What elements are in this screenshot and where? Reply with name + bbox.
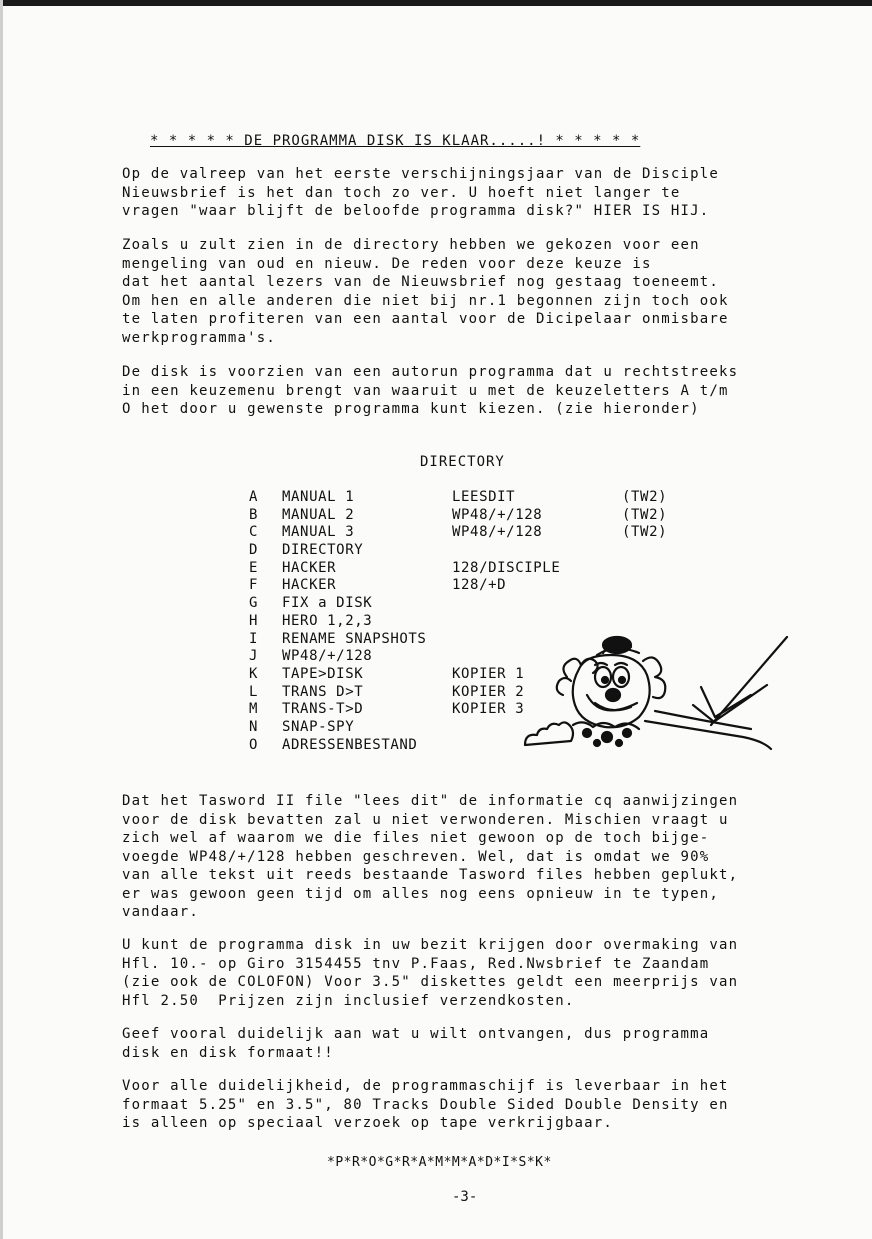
row-key: H <box>249 612 259 629</box>
row-name: MANUAL 1 <box>282 489 355 505</box>
row-file: KOPIER 2 <box>452 683 525 700</box>
directory-title: DIRECTORY <box>420 454 505 470</box>
row-key: N <box>249 718 259 735</box>
row-name: HERO 1,2,3 <box>282 612 373 629</box>
row-key: M <box>249 701 259 718</box>
footer-banner: *P*R*O*G*R*A*M*M*A*D*I*S*K* <box>327 1155 552 1170</box>
row-format: (TW2) <box>622 506 668 523</box>
page-left-edge <box>0 0 3 1239</box>
row-key: K <box>249 665 259 682</box>
page-top-edge <box>0 0 872 6</box>
row-file: WP48/+/128 <box>452 506 543 523</box>
row-file: WP48/+/128 <box>452 524 543 541</box>
paragraph-tasword: Dat het Tasword II file "lees dit" de informatie cq aanwijzingen voor de disk bevatten zal u niet verwonderen. Mischien vraagt u zich wel af waarom we die files niet gewoon op de toch bijge- voegde WP48/+/128 hebben geschreven. Wel, dat is omdat we 90% van alle tekst uit reeds bestaande Tasword files hebben geplukt, er was gewoon geen tijd om alles nog eens opnieuw in te typen, vandaar. <box>122 793 739 920</box>
paragraph-formats: Voor alle duidelijkheid, de programmaschijf is leverbaar in het formaat 5.25" en 3.5", 80 Tracks Double Sided Double Density en is alleen op speciaal verzoek op tape verkrijgbaar. <box>122 1078 729 1131</box>
row-key: J <box>249 648 259 665</box>
row-file: KOPIER 3 <box>452 701 525 718</box>
row-file: 128/+D <box>452 577 507 594</box>
row-name: MANUAL 3 <box>282 524 355 541</box>
row-name: HACKER <box>282 577 337 594</box>
row-format: (TW2) <box>622 524 668 541</box>
row-key: A <box>249 489 259 505</box>
row-key: F <box>249 577 259 594</box>
row-key: D <box>249 542 259 559</box>
row-file: LEESDIT <box>452 489 516 505</box>
row-name: TRANS-T>D <box>282 701 364 718</box>
clown-illustration <box>515 625 795 755</box>
row-key: O <box>249 736 259 753</box>
row-name: MANUAL 2 <box>282 506 355 523</box>
row-key: B <box>249 506 259 523</box>
row-name: TRANS D>T <box>282 683 364 700</box>
row-name: ADRESSENBESTAND <box>282 736 418 753</box>
row-name: RENAME SNAPSHOTS <box>282 630 427 647</box>
page-number: -3- <box>452 1189 478 1205</box>
row-file: 128/DISCIPLE <box>452 559 561 576</box>
row-name: WP48/+/128 <box>282 648 373 665</box>
row-key: E <box>249 559 259 576</box>
row-name: TAPE>DISK <box>282 665 364 682</box>
row-key: C <box>249 524 259 541</box>
row-format: (TW2) <box>622 489 668 505</box>
row-name: HACKER <box>282 559 337 576</box>
row-key: I <box>249 630 259 647</box>
paragraph-ordering: U kunt de programma disk in uw bezit krijgen door overmaking van Hfl. 10.- op Giro 3154455 tnv P.Faas, Red.Nwsbrief te Zaandam (zie ook de COLOFON) Voor 3.5" diskettes geldt een meerprijs van Hfl 2.50 Prijzen zijn inclusief verzendkosten. <box>122 937 739 1009</box>
paragraph-specify: Geef vooral duidelijk aan wat u wilt ontvangen, dus programma disk en disk formaat!! <box>122 1026 710 1061</box>
row-name: DIRECTORY <box>282 542 364 559</box>
row-name: FIX a DISK <box>282 595 373 612</box>
row-key: L <box>249 683 259 700</box>
paragraph-intro: Op de valreep van het eerste verschijningsjaar van de Disciple Nieuwsbrief is het dan toch zo ver. U hoeft niet langer te vragen "waar blijft de beloofde programma disk?" HIER IS HIJ. <box>122 166 719 219</box>
paragraph-selection: Zoals u zult zien in de directory hebben we gekozen voor een mengeling van oud en nieuw. De reden voor deze keuze is dat het aantal lezers van de Nieuwsbrief nog gestaag toeneemt. Om hen en alle anderen die niet bij nr.1 begonnen zijn toch ook te laten profiteren van een aantal voor de Dicipelaar onmisbare werkprogramma's. <box>122 237 729 346</box>
paragraph-autorun: De disk is voorzien van een autorun programma dat u rechtstreeks in een keuzemenu brengt van waaruit u met de keuzeletters A t/m O het door u gewenste programma kunt kiezen. (zie hieronder) <box>122 364 739 417</box>
row-key: G <box>249 595 259 612</box>
row-file: KOPIER 1 <box>452 665 525 682</box>
page-heading: * * * * * DE PROGRAMMA DISK IS KLAAR.....! * * * * * <box>150 133 641 149</box>
row-name: SNAP-SPY <box>282 718 355 735</box>
